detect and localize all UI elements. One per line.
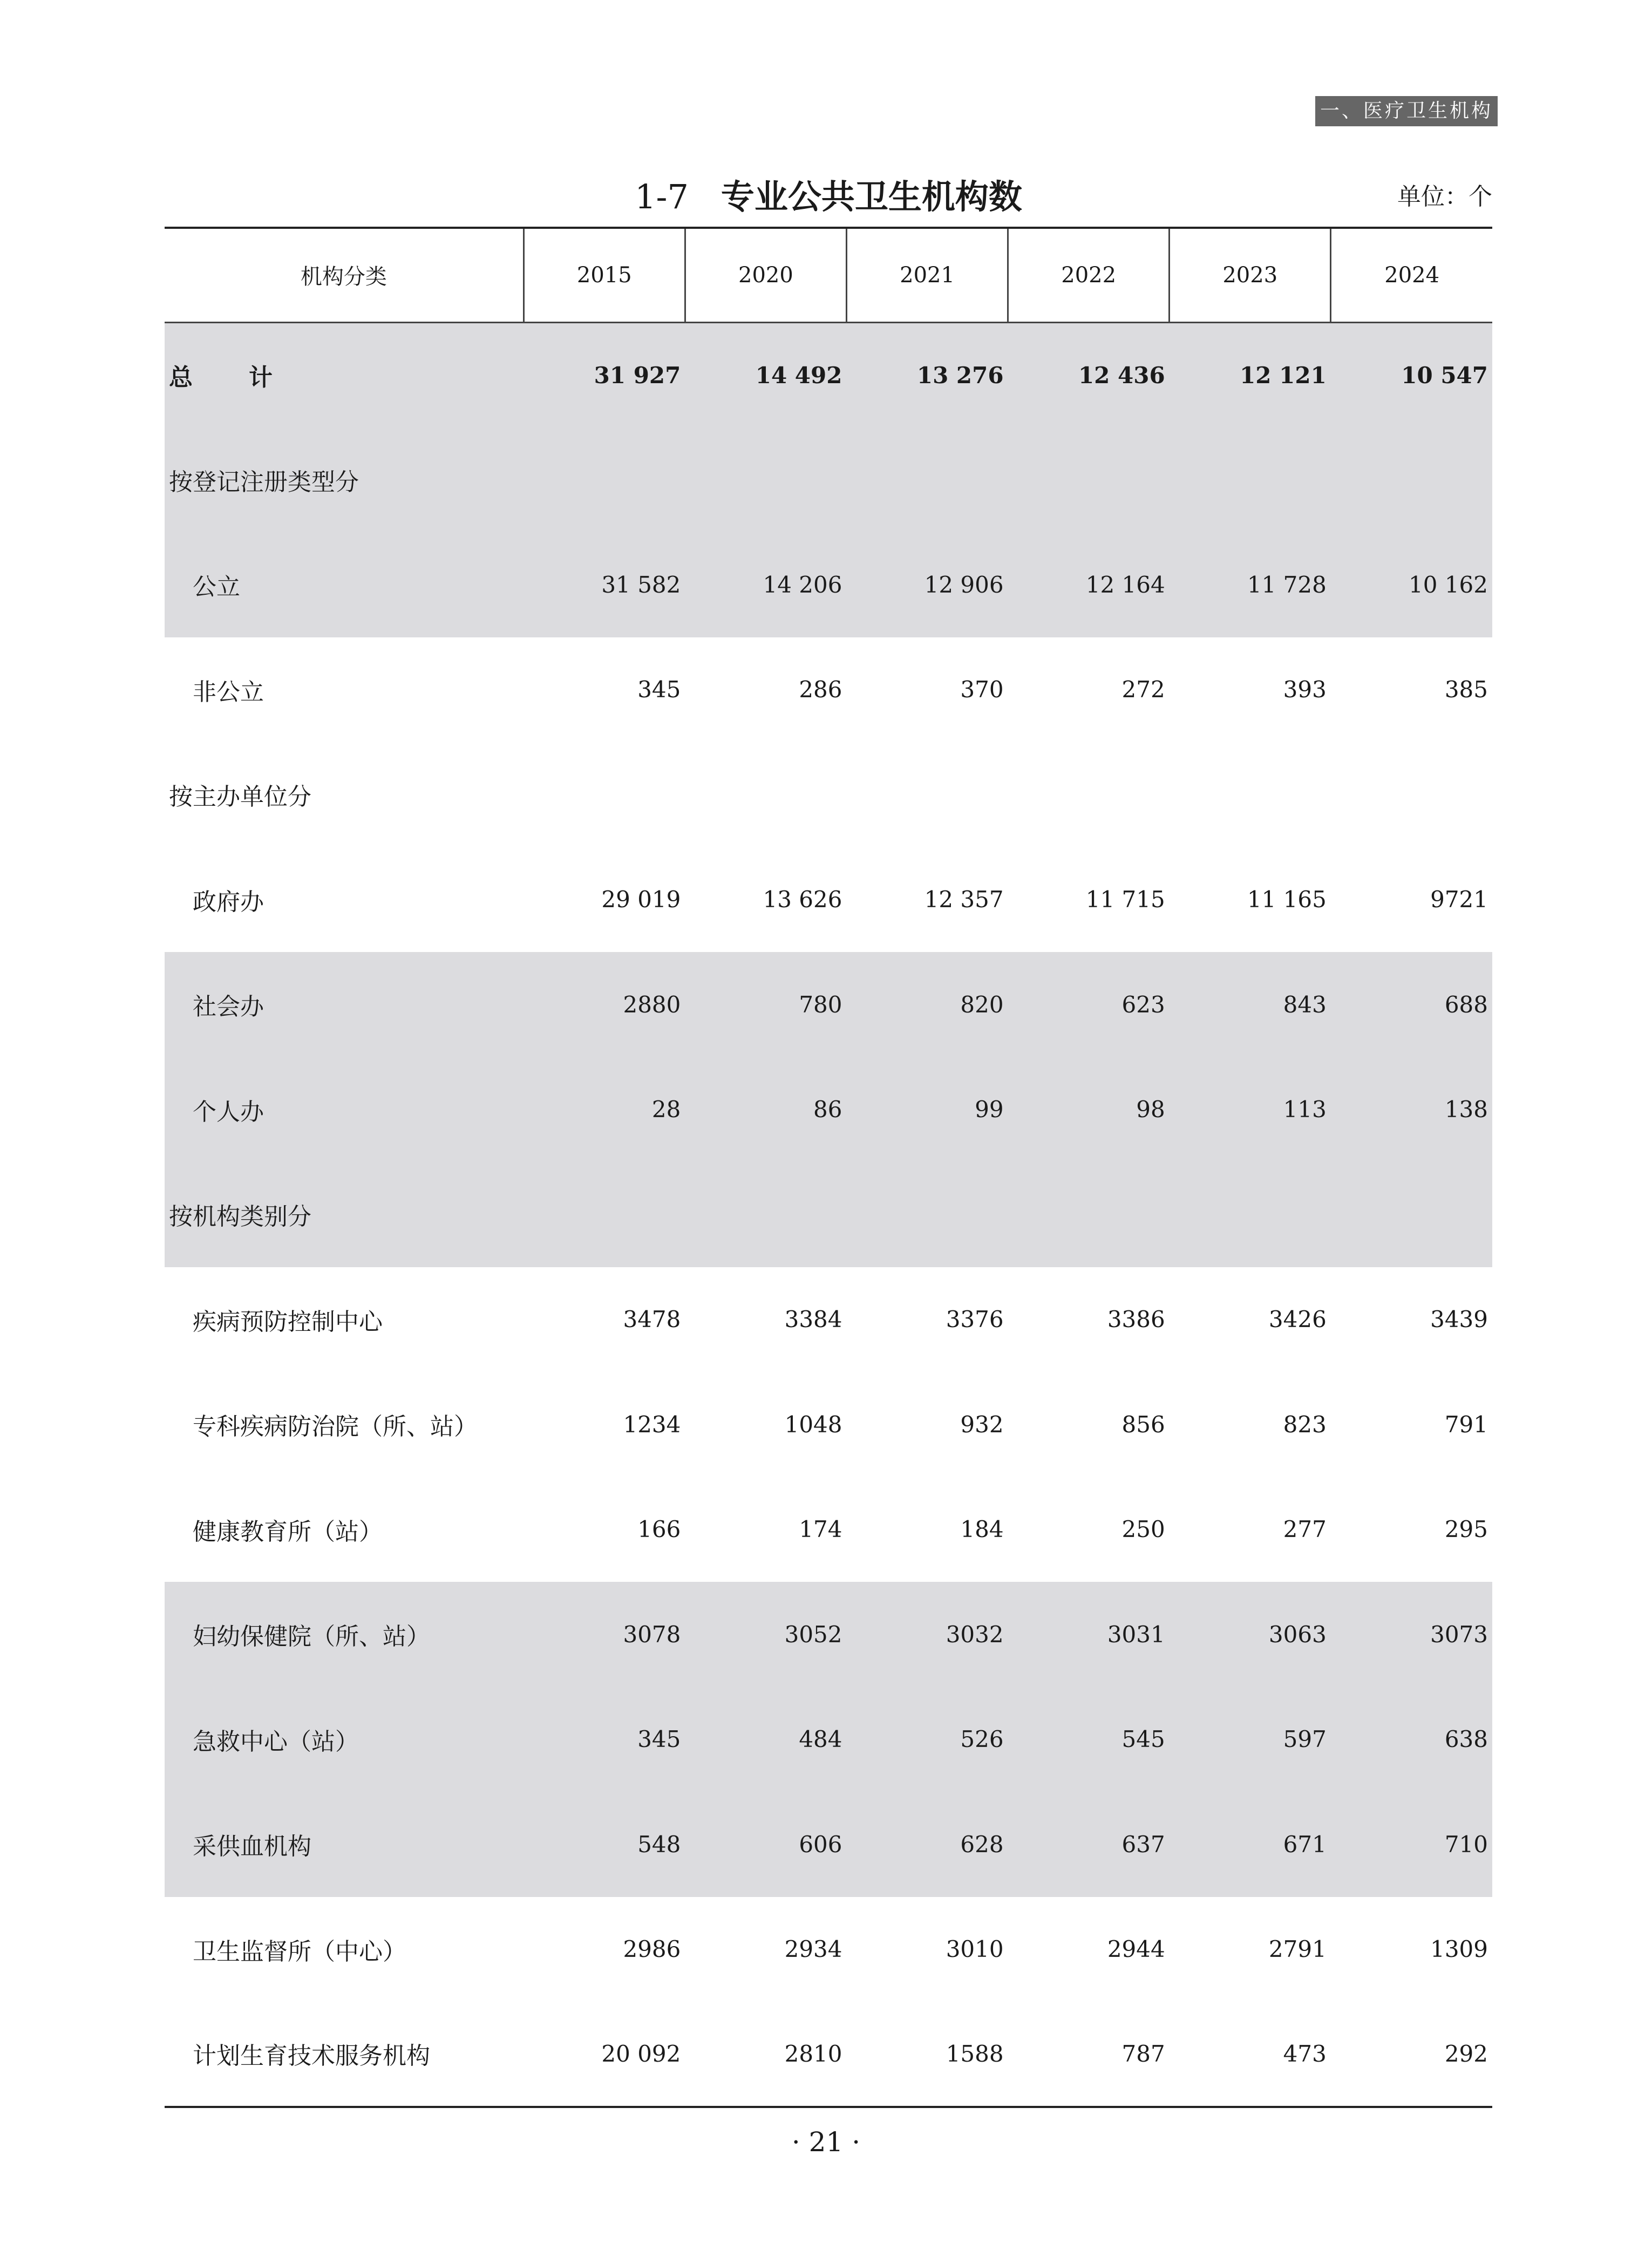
cell-value: 843 [1170, 952, 1331, 1057]
data-table-container [165, 227, 1492, 2108]
cell-value: 86 [685, 1057, 846, 1162]
row-label: 社会办 [165, 952, 524, 1057]
cell-value: 3376 [946, 1306, 1004, 1333]
cell-value: 2986 [623, 1936, 681, 1963]
page-number: · 21 · [791, 2126, 861, 2158]
cell-value [1008, 427, 1170, 533]
cell-value: 856 [1121, 1411, 1165, 1438]
row-label: 专科疾病防治院（所、站） [193, 1413, 478, 1441]
cell-value: 11 165 [1247, 886, 1327, 913]
cell-value [685, 427, 846, 533]
cell-value: 345 [524, 1687, 685, 1792]
cell-value [1170, 1162, 1331, 1267]
cell-value: 28 [524, 1057, 685, 1162]
table-row [165, 847, 1492, 953]
cell-value: 393 [1283, 676, 1327, 703]
cell-value: 14 492 [685, 322, 846, 427]
cell-value: 286 [799, 676, 842, 703]
cell-value: 548 [524, 1792, 685, 1897]
data-table [165, 227, 1492, 2108]
cell-value: 113 [1170, 1057, 1331, 1162]
cell-value: 12 357 [924, 886, 1004, 913]
cell-value: 345 [637, 676, 681, 703]
cell-value: 671 [1170, 1792, 1331, 1897]
cell-value: 820 [846, 952, 1008, 1057]
cell-value: 597 [1170, 1687, 1331, 1792]
cell-value: 138 [1331, 1057, 1492, 1162]
cell-value: 3010 [946, 1936, 1004, 1963]
cell-value [685, 742, 846, 847]
cell-value: 2934 [784, 1936, 842, 1963]
cell-value [1331, 427, 1492, 533]
table-row [165, 1057, 1492, 1162]
cell-value: 3052 [685, 1582, 846, 1687]
cell-value: 13 626 [763, 886, 842, 913]
cell-value [1170, 742, 1331, 847]
cell-value: 2944 [1107, 1936, 1165, 1963]
table-row [165, 1792, 1492, 1897]
table-row [165, 2002, 1492, 2107]
cell-value: 295 [1444, 1516, 1488, 1543]
cell-value: 623 [1008, 952, 1170, 1057]
row-label: 急救中心（站） [165, 1687, 524, 1792]
header-category: 机构分类 [165, 228, 524, 322]
cell-value: 12 164 [1008, 532, 1170, 637]
cell-value: 11 715 [1085, 886, 1165, 913]
row-label: 政府办 [193, 888, 264, 916]
cell-value: 385 [1444, 676, 1488, 703]
cell-value: 787 [1008, 2002, 1170, 2107]
cell-value: 292 [1331, 2002, 1492, 2107]
header-year: 2015 [524, 228, 685, 322]
table-row [165, 1267, 1492, 1372]
table-body [165, 322, 1492, 2107]
header-year: 2020 [685, 228, 846, 322]
cell-value: 12 436 [1008, 322, 1170, 427]
row-label: 按机构类别分 [165, 1162, 524, 1267]
cell-value: 370 [960, 676, 1004, 703]
cell-value: 637 [1008, 1792, 1170, 1897]
cell-value: 99 [846, 1057, 1008, 1162]
cell-value: 272 [1121, 676, 1165, 703]
header-year: 2021 [846, 228, 1008, 322]
table-row-total [165, 322, 1492, 427]
cell-value: 3078 [524, 1582, 685, 1687]
cell-value: 2880 [524, 952, 685, 1057]
cell-value: 638 [1331, 1687, 1492, 1792]
cell-value: 3032 [846, 1582, 1008, 1687]
cell-value [1170, 427, 1331, 533]
cell-value [1331, 1162, 1492, 1267]
cell-value [524, 1162, 685, 1267]
cell-value: 166 [637, 1516, 681, 1543]
cell-value: 710 [1331, 1792, 1492, 1897]
cell-value: 791 [1444, 1411, 1488, 1438]
cell-value: 13 276 [846, 322, 1008, 427]
section-tag: 一、医疗卫生机构 [1315, 96, 1498, 126]
cell-value: 98 [1008, 1057, 1170, 1162]
table-row [165, 1372, 1492, 1477]
cell-value: 31 582 [524, 532, 685, 637]
row-label: 健康教育所（站） [193, 1518, 383, 1546]
cell-value: 1588 [846, 2002, 1008, 2107]
cell-value [685, 1162, 846, 1267]
table-title-text: 专业公共卫生机构数 [720, 177, 1022, 216]
header-year: 2022 [1008, 228, 1170, 322]
table-row [165, 1477, 1492, 1582]
cell-value: 277 [1283, 1516, 1327, 1543]
cell-value: 10 162 [1331, 532, 1492, 637]
cell-value [846, 742, 1008, 847]
cell-value [524, 742, 685, 847]
cell-value: 1309 [1430, 1936, 1488, 1963]
table-row [165, 952, 1492, 1057]
cell-value [1331, 742, 1492, 847]
cell-value: 2791 [1268, 1936, 1327, 1963]
row-label: 非公立 [193, 678, 264, 706]
table-row [165, 1582, 1492, 1687]
cell-value: 1048 [784, 1411, 842, 1438]
row-label: 总 计 [165, 322, 524, 427]
cell-value: 3031 [1008, 1582, 1170, 1687]
cell-value: 174 [799, 1516, 842, 1543]
row-label: 计划生育技术服务机构 [165, 2002, 524, 2107]
cell-value: 3439 [1430, 1306, 1488, 1333]
cell-value: 3384 [784, 1306, 842, 1333]
header-year: 2024 [1331, 228, 1492, 322]
table-row-group [165, 427, 1492, 533]
cell-value: 3386 [1107, 1306, 1165, 1333]
unit-label: 单位：个 [1397, 183, 1492, 210]
row-label: 公立 [165, 532, 524, 637]
table-row-group [165, 1162, 1492, 1267]
table-row-group [165, 742, 1492, 847]
cell-value: 2810 [685, 2002, 846, 2107]
cell-value: 250 [1121, 1516, 1165, 1543]
cell-value: 20 092 [524, 2002, 685, 2107]
row-label: 按登记注册类型分 [165, 427, 524, 533]
cell-value: 484 [685, 1687, 846, 1792]
cell-value: 10 547 [1331, 322, 1492, 427]
cell-value [1008, 1162, 1170, 1267]
row-label: 采供血机构 [165, 1792, 524, 1897]
cell-value: 628 [846, 1792, 1008, 1897]
table-row [165, 1687, 1492, 1792]
table-row [165, 1897, 1492, 2002]
table-row [165, 637, 1492, 743]
cell-value [1008, 742, 1170, 847]
cell-value: 1234 [623, 1411, 681, 1438]
cell-value: 606 [685, 1792, 846, 1897]
cell-value [846, 1162, 1008, 1267]
cell-value: 9721 [1430, 886, 1488, 913]
cell-value: 14 206 [685, 532, 846, 637]
cell-value: 29 019 [601, 886, 681, 913]
cell-value: 3073 [1331, 1582, 1492, 1687]
cell-value: 545 [1008, 1687, 1170, 1792]
cell-value: 526 [846, 1687, 1008, 1792]
table-title [165, 173, 1492, 221]
row-label: 个人办 [165, 1057, 524, 1162]
cell-value: 12 906 [846, 532, 1008, 637]
cell-value [524, 427, 685, 533]
row-label: 疾病预防控制中心 [193, 1308, 383, 1336]
cell-value: 11 728 [1170, 532, 1331, 637]
header-year: 2023 [1170, 228, 1331, 322]
cell-value: 473 [1170, 2002, 1331, 2107]
cell-value [846, 427, 1008, 533]
row-label: 卫生监督所（中心） [193, 1937, 406, 1966]
cell-value: 780 [685, 952, 846, 1057]
cell-value: 823 [1283, 1411, 1327, 1438]
cell-value: 3478 [623, 1306, 681, 1333]
cell-value: 932 [960, 1411, 1004, 1438]
table-row [165, 532, 1492, 637]
table-code: 1-7 [635, 177, 689, 216]
table-header-row [165, 228, 1492, 322]
row-label: 按主办单位分 [169, 783, 311, 811]
cell-value: 12 121 [1170, 322, 1331, 427]
cell-value: 3426 [1268, 1306, 1327, 1333]
cell-value: 31 927 [524, 322, 685, 427]
row-label: 妇幼保健院（所、站） [165, 1582, 524, 1687]
cell-value: 688 [1331, 952, 1492, 1057]
cell-value: 184 [960, 1516, 1004, 1543]
cell-value: 3063 [1170, 1582, 1331, 1687]
